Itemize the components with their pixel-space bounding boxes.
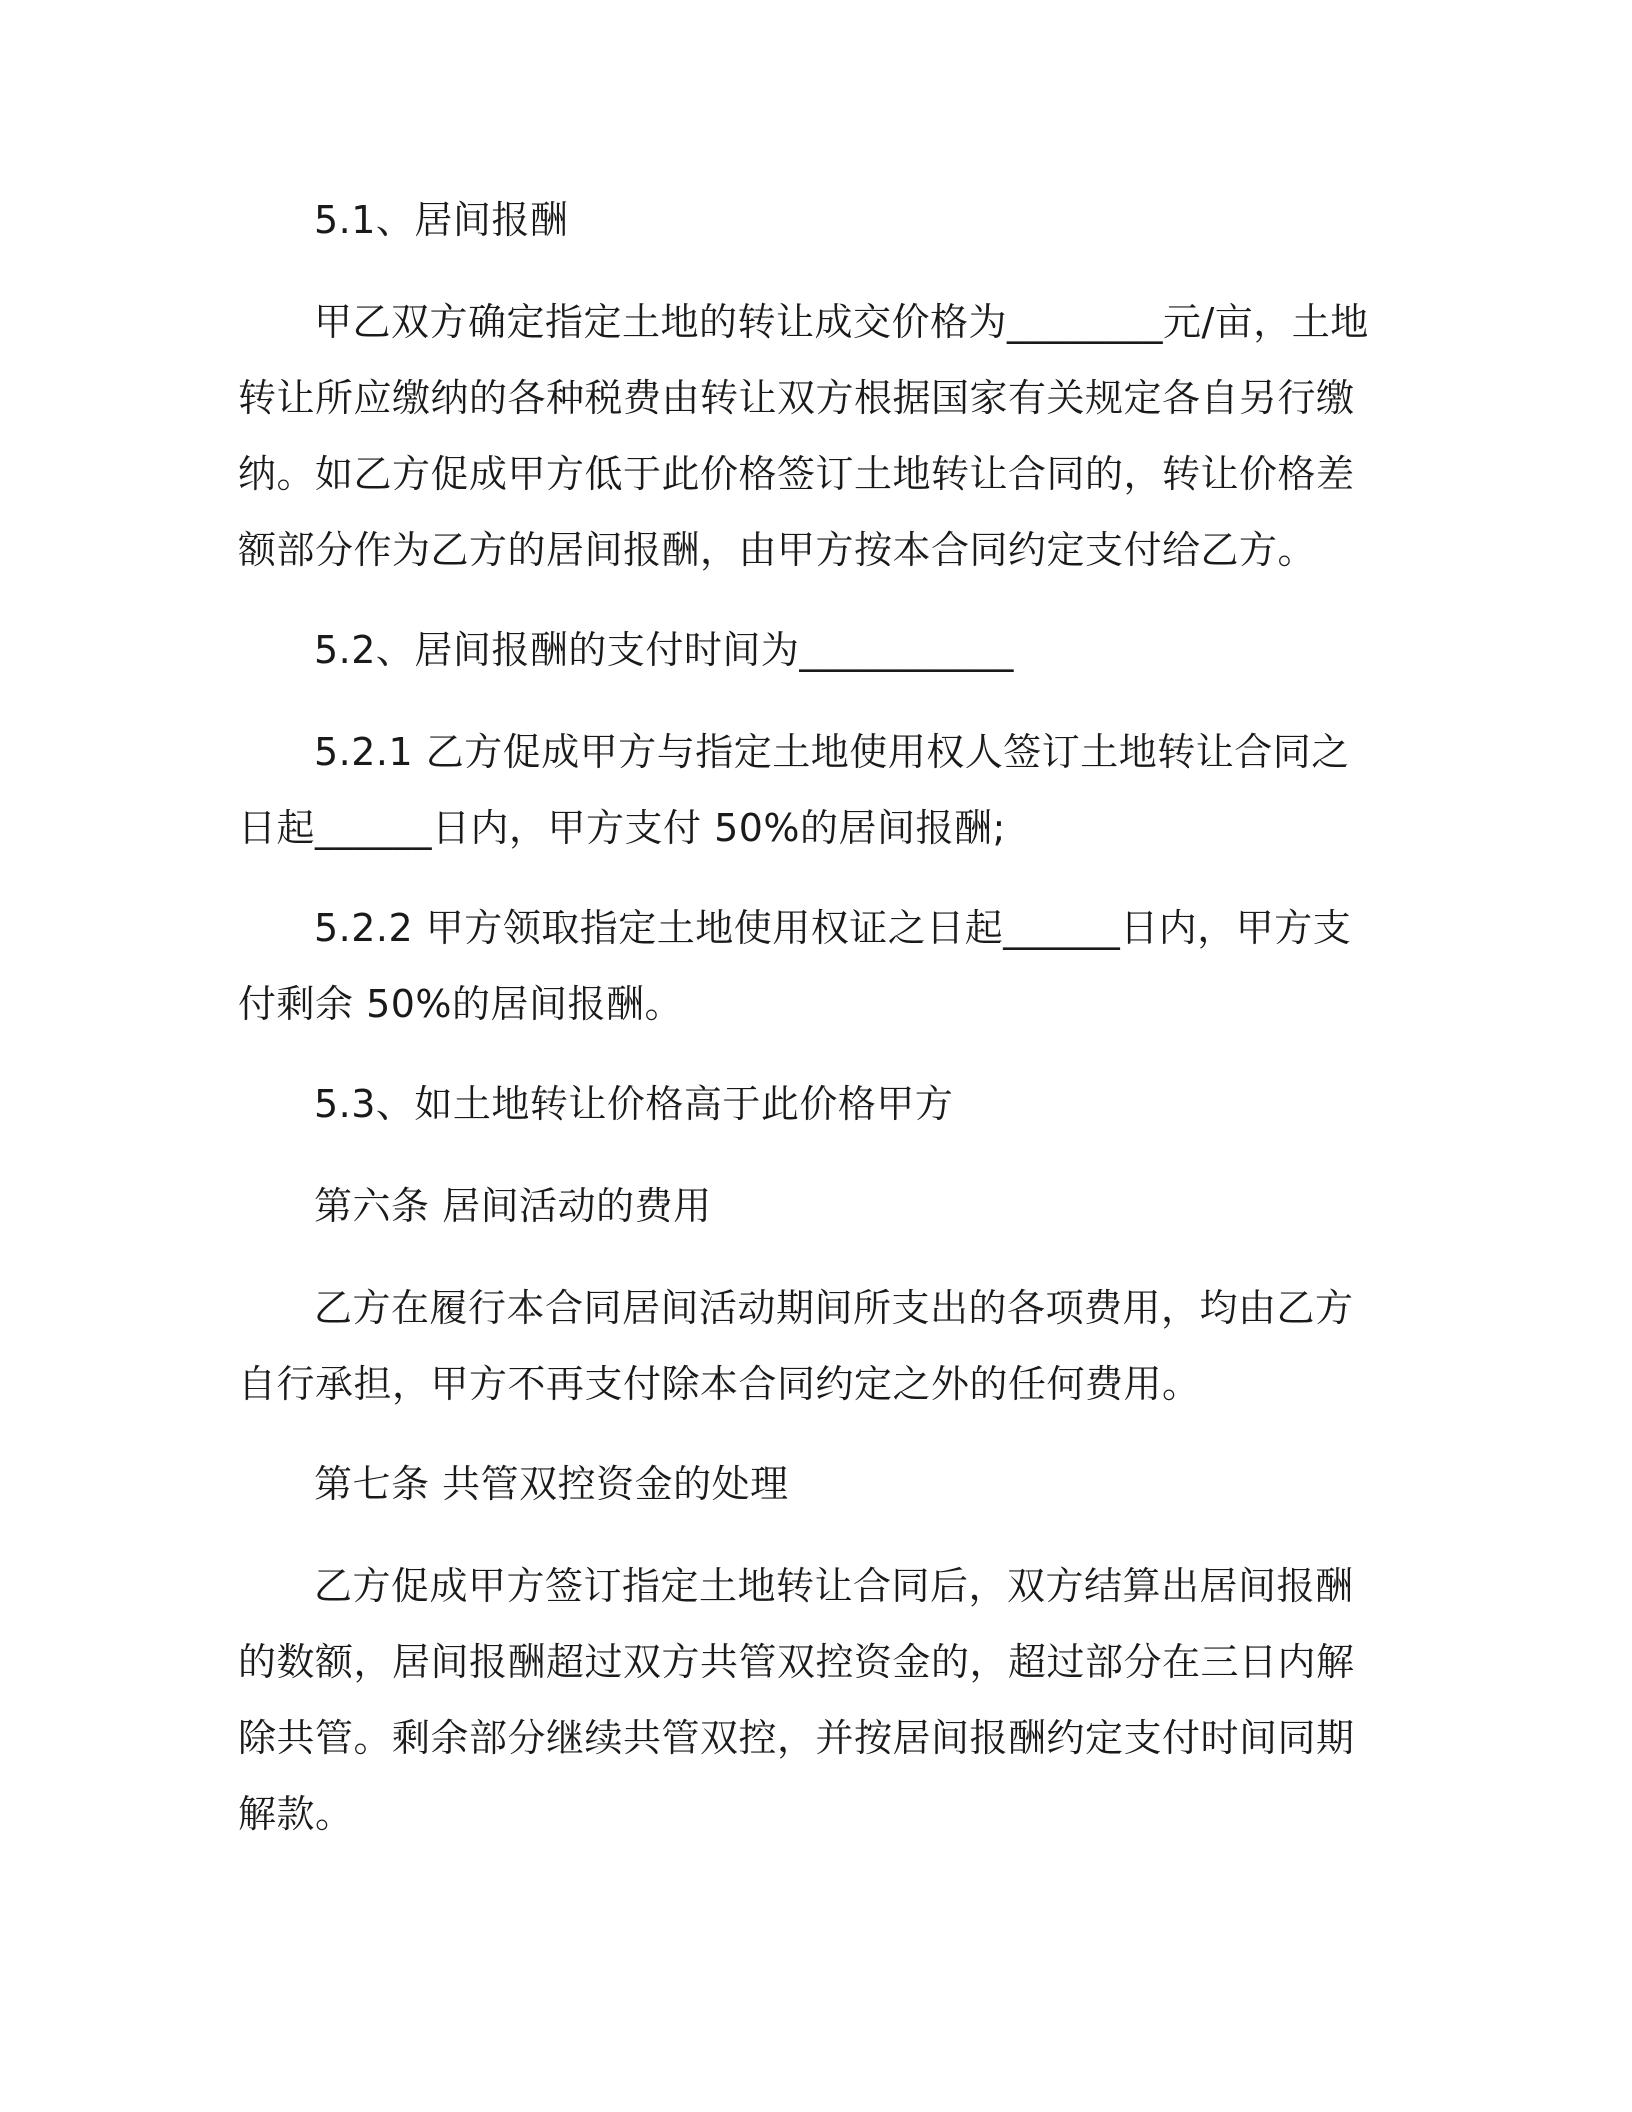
section-heading-5-3: 5.3、如土地转让价格高于此价格甲方	[314, 1082, 954, 1126]
document-body	[238, 182, 1378, 1876]
paragraph-price-clause: 甲乙双方确定指定土地的转让成交价格为________元/亩，土地转让所应缴纳的各种税费由转让双方根据国家有关规定各自另行缴纳。如乙方促成甲方低于此价格签订土地转让合同的，转让价格差额部分作为乙方的居间报酬，由甲方按本合同约定支付给乙方。	[238, 300, 1369, 572]
article-heading-7: 第七条 共管双控资金的处理	[314, 1462, 789, 1506]
section-heading-5-2: 5.2、居间报酬的支付时间为___________	[314, 628, 1014, 672]
article-heading-6: 第六条 居间活动的费用	[314, 1184, 712, 1228]
paragraph-payment-5-2-1: 5.2.1 乙方促成甲方与指定土地使用权人签订土地转让合同之日起______日内，甲方支付 50%的居间报酬;	[238, 730, 1350, 850]
paragraph-fund-handling: 乙方促成甲方签订指定土地转让合同后，双方结算出居间报酬的数额，居间报酬超过双方共管双控资金的，超过部分在三日内解除共管。剩余部分继续共管双控，并按居间报酬约定支付时间同期解款。	[238, 1564, 1355, 1836]
paragraph-expenses: 乙方在履行本合同居间活动期间所支出的各项费用，均由乙方自行承担，甲方不再支付除本合同约定之外的任何费用。	[238, 1286, 1354, 1406]
section-heading-5-1: 5.1、居间报酬	[314, 198, 569, 242]
paragraph-payment-5-2-2: 5.2.2 甲方领取指定土地使用权证之日起______日内，甲方支付剩余 50%的居间报酬。	[238, 906, 1352, 1026]
